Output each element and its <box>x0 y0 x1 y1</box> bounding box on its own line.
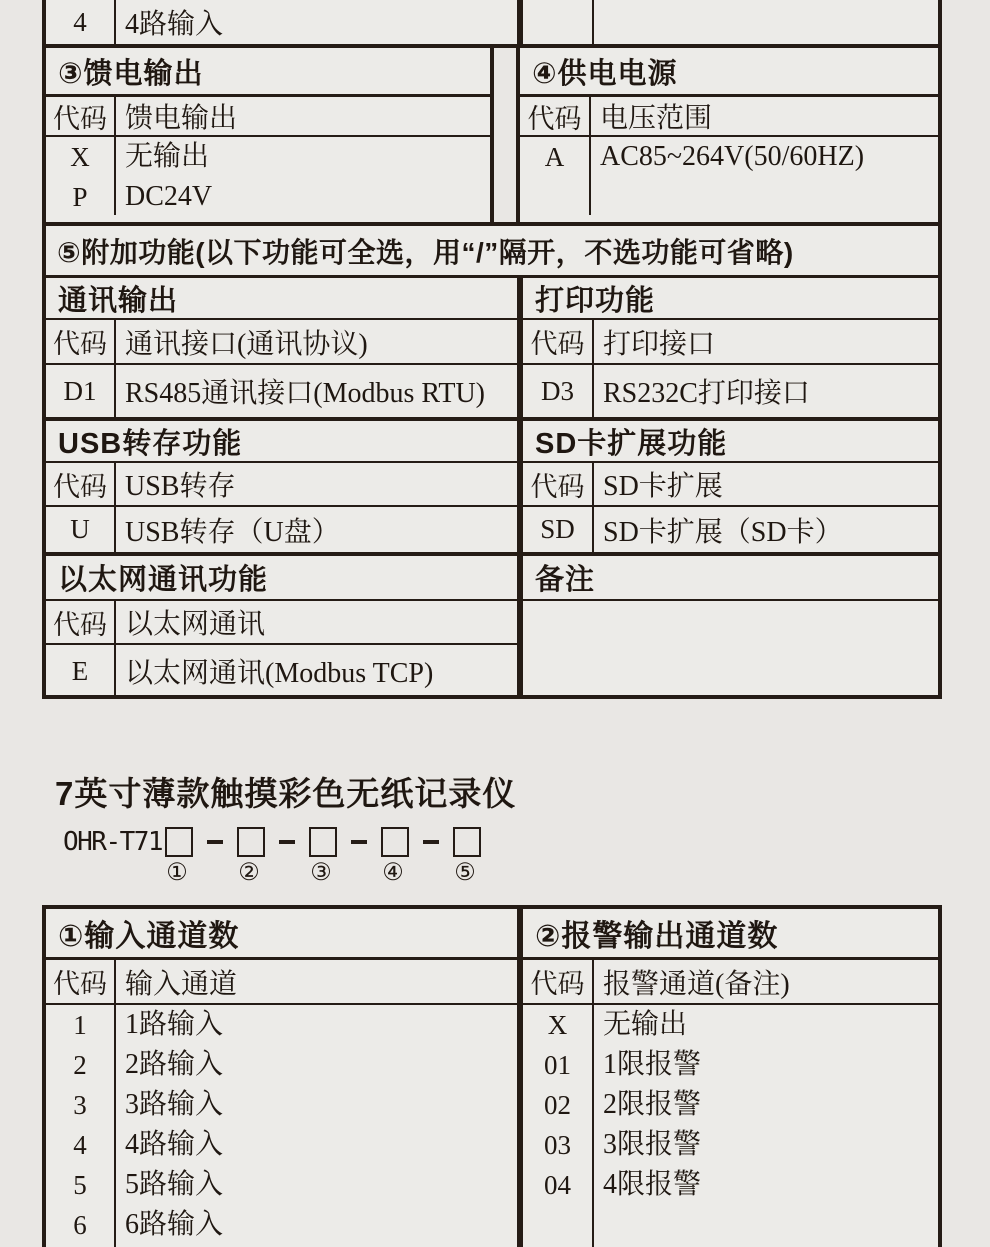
data-row <box>46 507 938 556</box>
value-cell: 5路输入 <box>125 1169 224 1200</box>
code-cell: 3 <box>73 1090 87 1120</box>
subsection-header-row <box>46 556 938 601</box>
value-cell: 4路输入 <box>125 1129 224 1160</box>
value-cell <box>594 0 938 44</box>
partial-right-half <box>520 0 938 44</box>
body-rows <box>520 137 938 215</box>
code-col-header: 代码 <box>46 320 116 363</box>
code-col-header: 代码 <box>523 463 594 505</box>
slot-number-2: ② <box>238 860 260 886</box>
value-cell: 4限报警 <box>603 1169 702 1200</box>
code-cell: X <box>547 1010 568 1040</box>
value-cell: SD卡扩展（SD卡） <box>603 516 843 548</box>
code-cell: D3 <box>523 365 594 417</box>
value-cell: 无输出 <box>125 141 210 172</box>
code-cell: 4 <box>73 1130 87 1160</box>
code-cell: 6 <box>73 1210 87 1240</box>
value-col-header: 报警通道(备注) <box>603 968 790 1000</box>
dash-separator <box>207 840 223 844</box>
code-col-header: 代码 <box>46 960 116 1003</box>
column-header-row <box>46 601 517 645</box>
code-col-header: 代码 <box>46 601 116 643</box>
code-column <box>520 137 591 215</box>
model-slot-box-5 <box>453 827 481 857</box>
alarm-channels-header: ②报警输出通道数 <box>535 920 779 953</box>
code-cell: P <box>72 182 88 212</box>
code-column <box>523 1005 594 1247</box>
value-cell: 3限报警 <box>603 1129 702 1160</box>
value-cell: USB转存（U盘） <box>125 516 340 548</box>
channel-selection-table <box>42 905 942 1247</box>
slot-number-3: ③ <box>310 860 332 886</box>
section-additional-functions-banner: ⑤附加功能(以下功能可全选，用“/”隔开，不选功能可省略) <box>42 222 942 278</box>
bottom-split-row <box>46 601 938 697</box>
value-col-header: 电压范围 <box>600 103 713 134</box>
data-row <box>46 365 938 421</box>
usb-function-header: USB转存功能 <box>58 427 243 460</box>
product-title: 7英寸薄款触摸彩色无纸记录仪 <box>55 775 517 812</box>
value-cell: RS232C打印接口 <box>603 378 810 409</box>
value-cell: 2路输入 <box>125 1049 224 1080</box>
model-slot-box-3 <box>309 827 337 857</box>
value-cell: 4路输入 <box>125 9 224 40</box>
value-col-header: SD卡扩展 <box>603 471 723 502</box>
model-slot-box-2 <box>237 827 265 857</box>
model-slot-box-4 <box>381 827 409 857</box>
section-header-row <box>46 909 938 960</box>
dash-separator <box>423 840 439 844</box>
section-header: ④供电电源 <box>520 48 938 97</box>
value-column <box>594 1005 938 1247</box>
value-column <box>116 1005 517 1247</box>
code-cell: A <box>544 142 565 172</box>
remark-header: 备注 <box>535 564 596 596</box>
code-cell <box>523 0 594 44</box>
slot-number-5: ⑤ <box>454 860 476 886</box>
value-cell: AC85~264V(50/60HZ) <box>600 141 865 172</box>
code-cell: 02 <box>544 1090 571 1120</box>
code-col-header: 代码 <box>46 97 116 135</box>
section-header: ③馈电输出 <box>46 48 490 97</box>
model-slot-box-1 <box>165 827 193 857</box>
subsection-header-row <box>46 278 938 320</box>
code-cell: X <box>70 142 90 172</box>
model-prefix: OHR-T71 <box>63 827 163 857</box>
column-header-row <box>46 320 938 365</box>
code-col-header: 代码 <box>520 97 591 135</box>
code-cell: E <box>46 645 116 697</box>
value-column <box>116 137 490 215</box>
ethernet-function-header: 以太网通讯功能 <box>58 564 269 596</box>
dash-separator <box>279 840 295 844</box>
value-cell: 2限报警 <box>603 1089 702 1120</box>
remark-empty-cell <box>520 601 938 697</box>
column-header-row <box>46 463 938 507</box>
code-cell: SD <box>523 507 594 552</box>
code-col-header: 代码 <box>523 960 594 1003</box>
slot-number-1: ① <box>166 860 188 886</box>
partial-left-half <box>46 0 520 44</box>
section-feed-output-table <box>42 48 494 222</box>
value-cell: 1路输入 <box>125 1009 224 1040</box>
code-cell: 4 <box>46 0 116 44</box>
value-cell: RS485通讯接口(Modbus RTU) <box>125 378 486 409</box>
subsection-header-row <box>46 421 938 463</box>
comm-output-header: 通讯输出 <box>58 284 179 317</box>
code-cell: 1 <box>73 1010 87 1040</box>
code-cell: 5 <box>73 1170 87 1200</box>
sd-function-header: SD卡扩展功能 <box>535 427 728 460</box>
value-col-header: 输入通道 <box>125 968 238 1000</box>
code-col-header: 代码 <box>46 463 116 505</box>
value-cell: 无输出 <box>603 1009 688 1040</box>
code-cell: 04 <box>544 1170 571 1200</box>
value-column <box>591 137 938 215</box>
code-cell: 03 <box>544 1130 571 1160</box>
value-col-header: USB转存 <box>125 471 236 502</box>
print-function-header: 打印功能 <box>535 284 656 317</box>
code-cell: U <box>46 507 116 552</box>
value-cell: 以太网通讯(Modbus TCP) <box>125 658 434 689</box>
value-col-header: 通讯接口(通讯协议) <box>125 328 368 360</box>
code-cell: D1 <box>46 365 116 417</box>
value-col-header: 以太网通讯 <box>125 609 266 640</box>
code-cell: 2 <box>73 1050 87 1080</box>
additional-functions-table <box>42 278 942 699</box>
model-code-line <box>63 824 481 860</box>
code-column <box>46 137 116 215</box>
code-column <box>46 1005 116 1247</box>
dash-separator <box>351 840 367 844</box>
code-col-header: 代码 <box>523 320 594 363</box>
value-col-header: 打印接口 <box>603 328 716 360</box>
body-rows <box>46 1005 938 1247</box>
column-header-row <box>46 97 490 137</box>
input-channels-header: ①输入通道数 <box>58 920 240 953</box>
body-rows <box>46 137 490 215</box>
value-col-header: 馈电输出 <box>125 103 238 134</box>
value-cell: 1限报警 <box>603 1049 702 1080</box>
value-cell: 6路输入 <box>125 1209 224 1240</box>
partial-row-table <box>42 0 942 48</box>
section-power-supply-table <box>516 48 942 222</box>
value-cell: DC24V <box>125 181 213 212</box>
value-cell: 3路输入 <box>125 1089 224 1120</box>
slot-number-4: ④ <box>382 860 404 886</box>
code-cell: 01 <box>544 1050 571 1080</box>
column-header-row <box>46 960 938 1005</box>
column-header-row <box>520 97 938 137</box>
data-row <box>46 645 517 697</box>
